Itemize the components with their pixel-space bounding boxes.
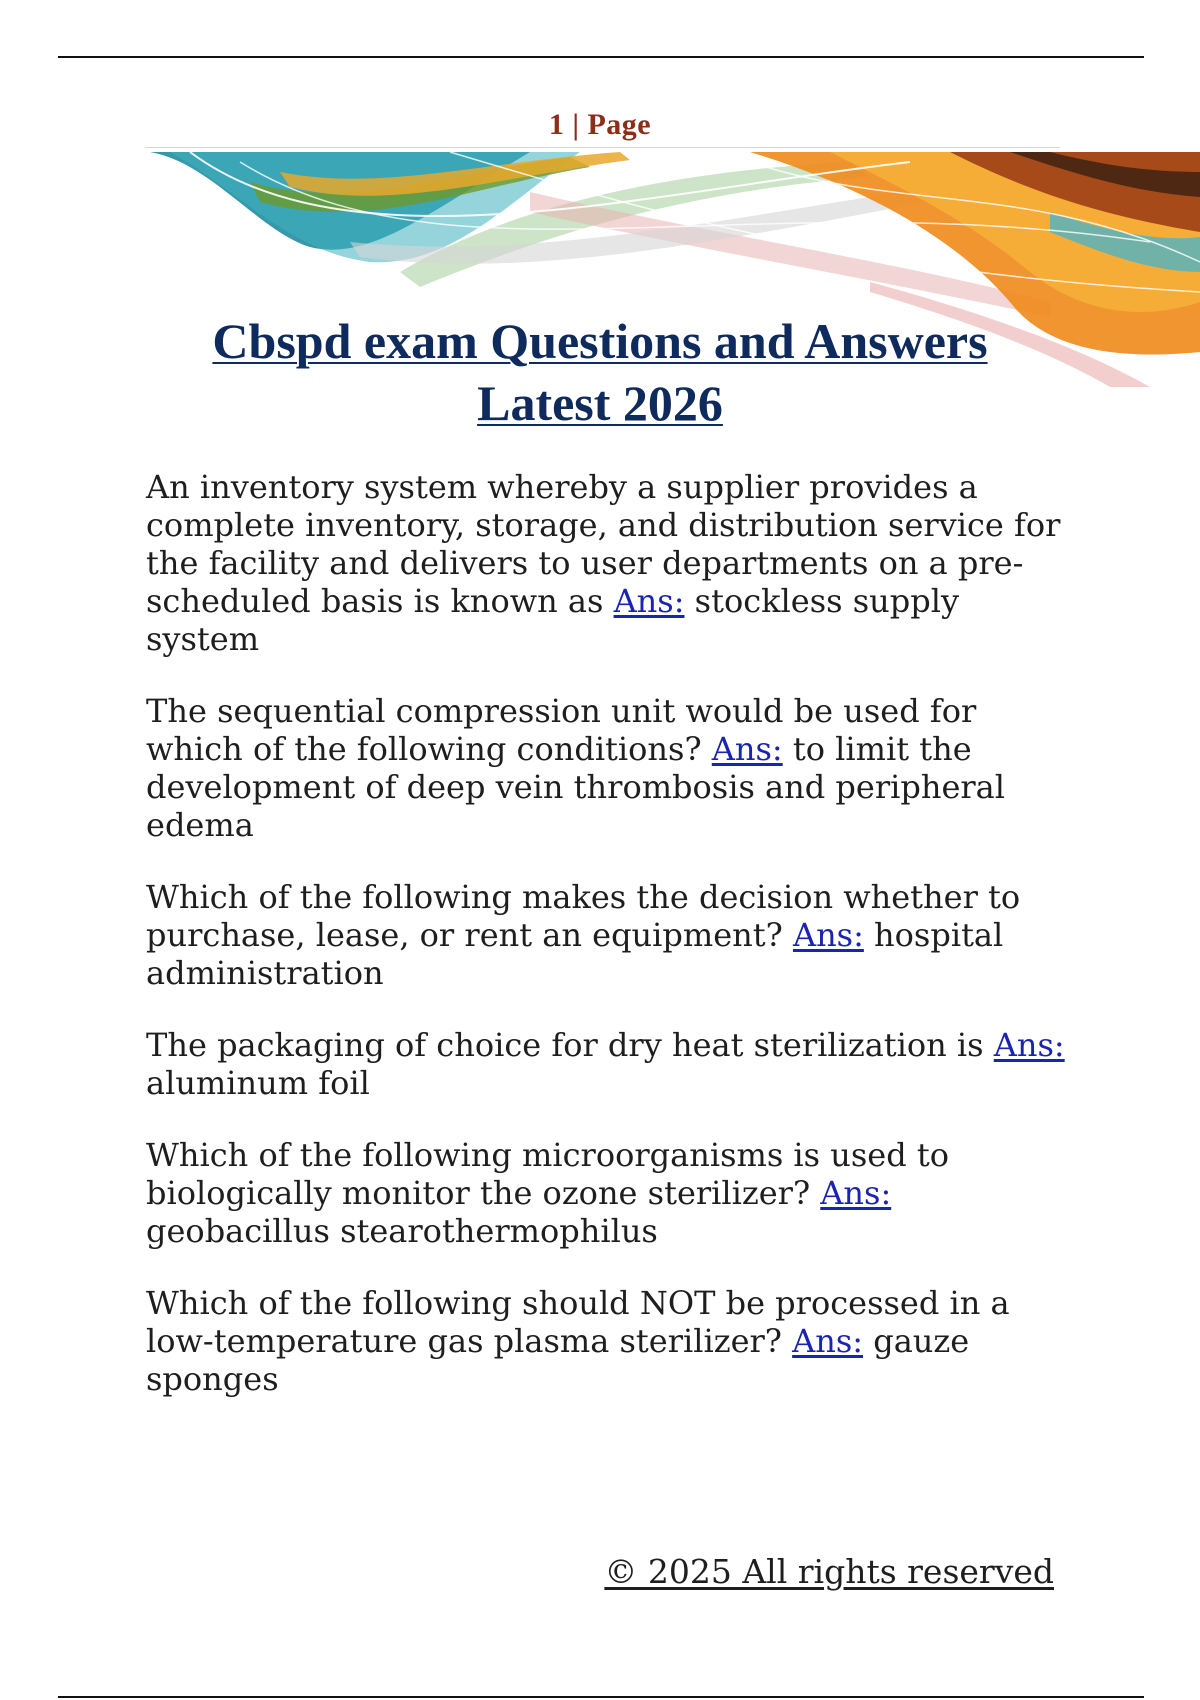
answer-text: stockless supply system [146, 582, 960, 658]
answer-text: hospital administration [146, 916, 1004, 992]
qa-item [146, 878, 1066, 992]
top-rule [58, 56, 1144, 58]
title-line-1: Cbspd exam Questions and Answers [212, 313, 988, 369]
question-text: The packaging of choice for dry heat sterilization is [146, 1026, 984, 1064]
answer-link[interactable]: Ans: [613, 582, 685, 620]
answer-text: gauze sponges [146, 1322, 970, 1398]
answer-link[interactable]: Ans: [711, 730, 783, 768]
qa-item [146, 1026, 1066, 1102]
qa-item [146, 468, 1066, 658]
question-text: The sequential compression unit would be used for which of the following conditions? [146, 692, 977, 768]
page-label-underline [145, 147, 1060, 148]
page-number-label [0, 108, 1200, 142]
document-title [130, 310, 1070, 434]
answer-link[interactable]: Ans: [993, 1026, 1065, 1064]
answer-text: to limit the development of deep vein thrombosis and peripheral edema [146, 730, 1005, 844]
qa-item [146, 1136, 1066, 1250]
answer-link[interactable]: Ans: [792, 916, 864, 954]
answer-link[interactable]: Ans: [792, 1322, 864, 1360]
answer-text: aluminum foil [146, 1064, 370, 1102]
copyright-footer: © 2025 All rights reserved [604, 1552, 1054, 1591]
qa-item [146, 1284, 1066, 1398]
qa-item [146, 692, 1066, 844]
question-text: Which of the following microorganisms is used to biologically monitor the ozone sterilizer? [146, 1136, 949, 1212]
answer-text: geobacillus stearothermophilus [146, 1212, 658, 1250]
page-number: 1 [548, 108, 565, 141]
question-text: Which of the following should NOT be processed in a low-temperature gas plasma sterilizer? [146, 1284, 1010, 1360]
bottom-rule [58, 1696, 1144, 1698]
page-separator: | [572, 108, 580, 141]
answer-link[interactable]: Ans: [820, 1174, 892, 1212]
title-line-2: Latest 2026 [477, 375, 723, 431]
question-text: Which of the following makes the decision whether to purchase, lease, or rent an equipment? [146, 878, 1021, 954]
question-text: An inventory system whereby a supplier provides a complete inventory, storage, and distribution service for the facility and delivers to user departments on a pre-scheduled basis is known as [146, 468, 1061, 620]
qa-list [146, 468, 1066, 1432]
page-word: Page [587, 108, 652, 141]
